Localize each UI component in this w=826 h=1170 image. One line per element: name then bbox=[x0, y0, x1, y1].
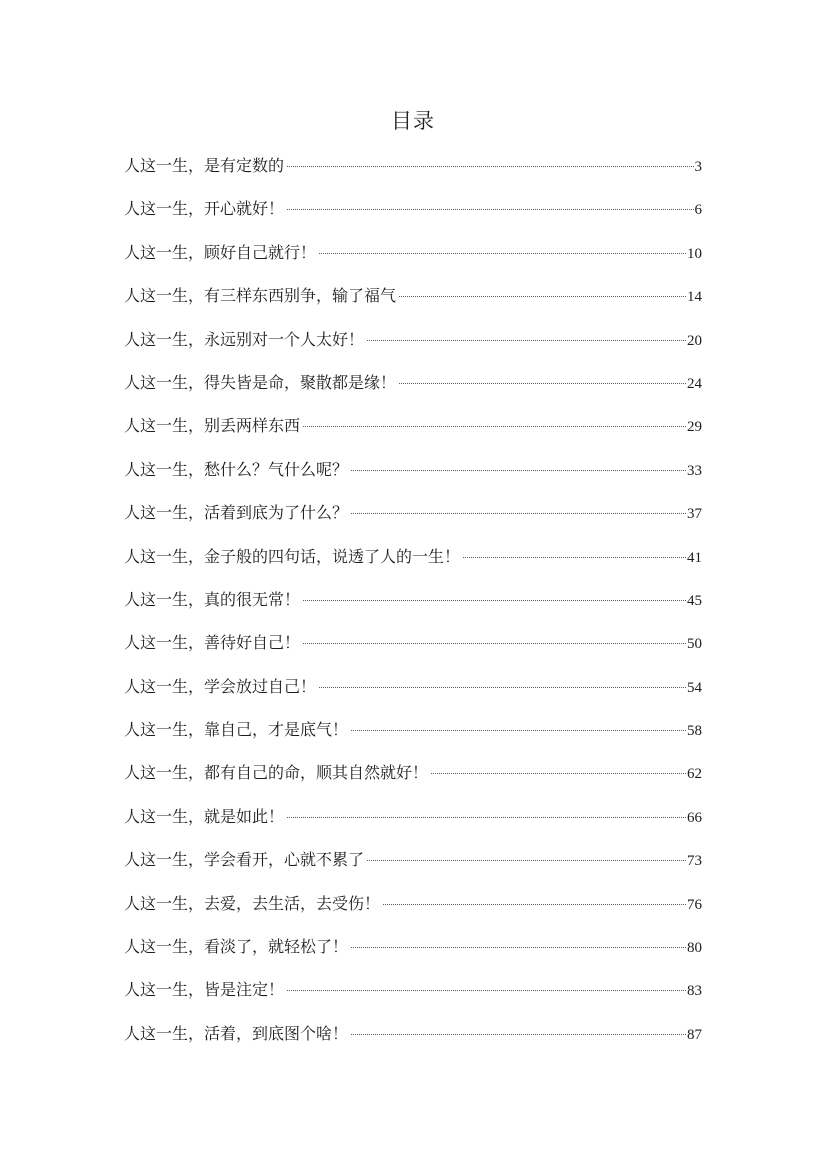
toc-entry[interactable] bbox=[124, 973, 702, 1016]
toc-page-number: 76 bbox=[687, 896, 702, 913]
toc-entry[interactable] bbox=[124, 583, 702, 626]
toc-page-number: 14 bbox=[687, 289, 702, 306]
toc-page-number: 62 bbox=[687, 766, 702, 783]
toc-page-number: 58 bbox=[687, 723, 702, 740]
toc-dot-leader bbox=[383, 904, 686, 905]
toc-dot-leader bbox=[351, 470, 686, 471]
toc-page-number: 87 bbox=[687, 1026, 702, 1043]
toc-entry-title: 人这一生，学会看开，心就不累了 bbox=[124, 850, 365, 870]
toc-entry[interactable] bbox=[124, 323, 702, 366]
toc-dot-leader bbox=[399, 383, 686, 384]
toc-entry-title: 人这一生，去爱，去生活，去受伤！ bbox=[124, 893, 381, 913]
toc-entry[interactable] bbox=[124, 626, 702, 669]
toc-title: 目录 bbox=[391, 109, 435, 133]
toc-entry[interactable] bbox=[124, 540, 702, 583]
toc-dot-leader bbox=[287, 209, 693, 210]
toc-dot-leader bbox=[319, 253, 686, 254]
toc-dot-leader bbox=[351, 947, 686, 948]
toc-page-number: 66 bbox=[687, 809, 702, 826]
toc-entry[interactable] bbox=[124, 279, 702, 322]
toc-entry[interactable] bbox=[124, 236, 702, 279]
toc-page-number: 6 bbox=[694, 202, 702, 219]
toc-entry-title: 人这一生，就是如此！ bbox=[124, 806, 285, 826]
toc-page-number: 33 bbox=[687, 462, 702, 479]
toc-page-number: 37 bbox=[687, 506, 702, 523]
toc-entry[interactable] bbox=[124, 453, 702, 496]
toc-entry-title: 人这一生，活着，到底图个啥！ bbox=[124, 1023, 349, 1043]
toc-entry[interactable] bbox=[124, 149, 702, 192]
toc-entry-title: 人这一生，学会放过自己！ bbox=[124, 676, 317, 696]
toc-entry-title: 人这一生，别丢两样东西 bbox=[124, 416, 301, 436]
toc-dot-leader bbox=[287, 990, 686, 991]
toc-entry-title: 人这一生，皆是注定！ bbox=[124, 980, 285, 1000]
toc-entry-title: 人这一生，开心就好！ bbox=[124, 199, 285, 219]
toc-page-number: 41 bbox=[687, 549, 702, 566]
toc-entry-title: 人这一生，顾好自己就行！ bbox=[124, 242, 317, 262]
toc-entry[interactable] bbox=[124, 843, 702, 886]
toc-dot-leader bbox=[287, 166, 693, 167]
toc-dot-leader bbox=[399, 296, 686, 297]
toc-page-number: 83 bbox=[687, 983, 702, 1000]
toc-entry-title: 人这一生，活着到底为了什么？ bbox=[124, 503, 349, 523]
toc-dot-leader bbox=[463, 557, 686, 558]
toc-entry[interactable] bbox=[124, 930, 702, 973]
toc-page-number: 10 bbox=[687, 245, 702, 262]
toc-page-number: 54 bbox=[687, 679, 702, 696]
toc-page-number: 45 bbox=[687, 592, 702, 609]
toc-entry-title: 人这一生，永远别对一个人太好！ bbox=[124, 329, 365, 349]
toc-entry[interactable] bbox=[124, 713, 702, 756]
toc-entry[interactable] bbox=[124, 409, 702, 452]
toc-entry[interactable] bbox=[124, 887, 702, 930]
toc-entry-title: 人这一生，真的很无常！ bbox=[124, 589, 301, 609]
toc-dot-leader bbox=[431, 773, 686, 774]
toc-entry[interactable] bbox=[124, 366, 702, 409]
toc-page-number: 3 bbox=[694, 159, 702, 175]
toc-page-number: 80 bbox=[687, 940, 702, 957]
toc-entry[interactable] bbox=[124, 670, 702, 713]
toc-dot-leader bbox=[367, 860, 686, 861]
toc-dot-leader bbox=[303, 426, 686, 427]
toc-page-number: 29 bbox=[687, 419, 702, 436]
toc-list bbox=[124, 149, 702, 1060]
toc-entry[interactable] bbox=[124, 192, 702, 235]
toc-entry-title: 人这一生，靠自己，才是底气！ bbox=[124, 720, 349, 740]
toc-entry[interactable] bbox=[124, 1017, 702, 1060]
toc-entry[interactable] bbox=[124, 496, 702, 539]
toc-entry-title: 人这一生，看淡了，就轻松了！ bbox=[124, 937, 349, 957]
toc-entry-title: 人这一生，善待好自己！ bbox=[124, 633, 301, 653]
toc-entry-title: 人这一生，得失皆是命，聚散都是缘！ bbox=[124, 372, 397, 392]
toc-dot-leader bbox=[319, 687, 686, 688]
toc-page-number: 24 bbox=[687, 375, 702, 392]
toc-page-number: 20 bbox=[687, 332, 702, 349]
toc-dot-leader bbox=[303, 643, 686, 644]
toc-entry-title: 人这一生，都有自己的命，顺其自然就好！ bbox=[124, 763, 429, 783]
toc-page-number: 73 bbox=[687, 853, 702, 870]
toc-dot-leader bbox=[303, 600, 686, 601]
toc-dot-leader bbox=[351, 1034, 686, 1035]
toc-entry[interactable] bbox=[124, 756, 702, 799]
toc-dot-leader bbox=[367, 340, 686, 341]
toc-dot-leader bbox=[351, 730, 686, 731]
toc-entry-title: 人这一生，愁什么？气什么呢？ bbox=[124, 459, 349, 479]
toc-entry-title: 人这一生，是有定数的 bbox=[124, 156, 285, 175]
toc-dot-leader bbox=[287, 817, 686, 818]
toc-entry[interactable] bbox=[124, 800, 702, 843]
toc-entry-title: 人这一生，有三样东西别争，输了福气 bbox=[124, 286, 397, 306]
toc-page-number: 50 bbox=[687, 636, 702, 653]
toc-dot-leader bbox=[351, 513, 686, 514]
toc-entry-title: 人这一生，金子般的四句话，说透了人的一生！ bbox=[124, 546, 461, 566]
